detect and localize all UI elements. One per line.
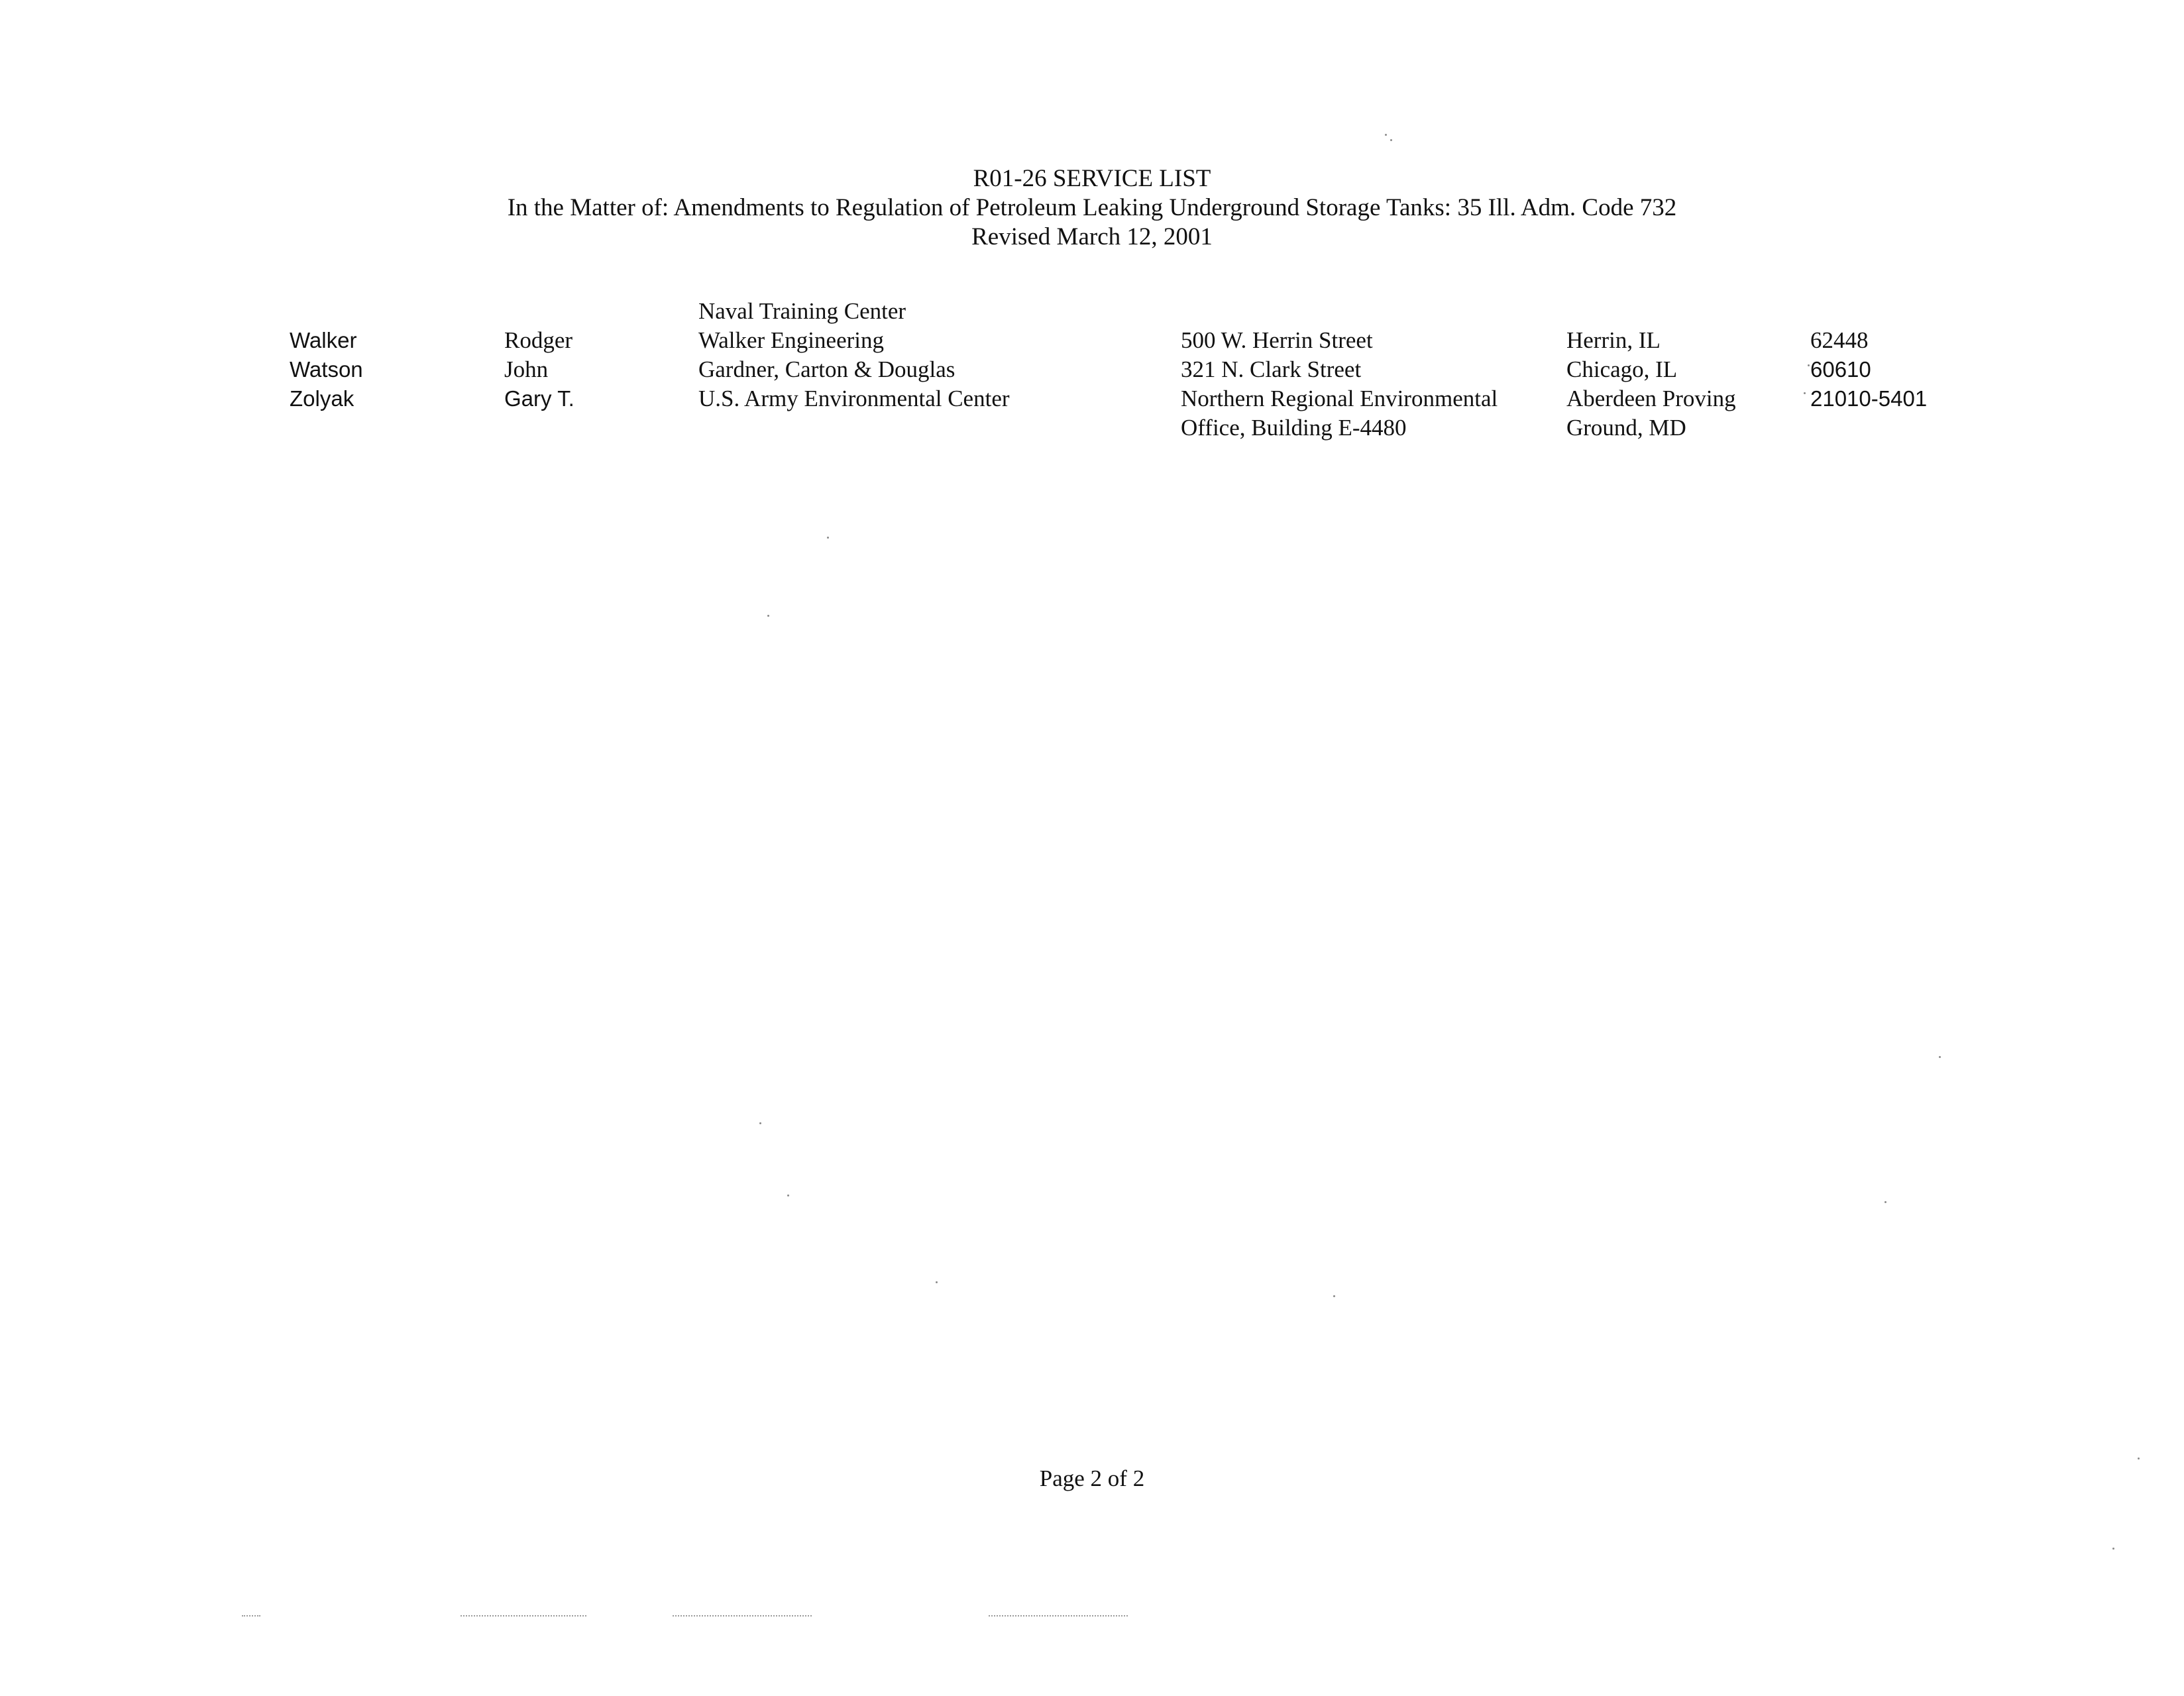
continuation-org: Naval Training Center — [698, 298, 906, 324]
last-name: Zolyak — [290, 386, 355, 411]
scan-artifact — [242, 1615, 260, 1626]
first-name: John — [504, 356, 549, 382]
page-number: Page 2 of 2 — [1039, 1465, 1145, 1491]
street-address-line-1: Northern Regional Environmental — [1181, 386, 1498, 411]
organization: Walker Engineering — [698, 327, 884, 353]
city-state: Chicago, IL — [1566, 356, 1678, 382]
last-name: Walker — [290, 328, 357, 352]
scan-artifact — [989, 1615, 1128, 1626]
scan-speck — [1804, 392, 1806, 394]
scan-speck — [2138, 1458, 2140, 1459]
street-address-line-2: Office, Building E-4480 — [1181, 415, 1407, 441]
revision-date: Revised March 12, 2001 — [971, 223, 1213, 250]
scan-speck — [787, 1194, 789, 1196]
city-state: Herrin, IL — [1566, 327, 1661, 353]
first-name: Gary T. — [504, 386, 574, 411]
scan-speck — [1884, 1201, 1886, 1203]
organization: Gardner, Carton & Douglas — [698, 356, 956, 382]
organization: U.S. Army Environmental Center — [698, 386, 1010, 411]
scan-speck — [827, 537, 829, 539]
zip-code: 60610 — [1810, 357, 1871, 382]
scan-artifact — [673, 1615, 812, 1626]
scan-speck — [767, 615, 769, 617]
scan-speck — [1808, 364, 1810, 366]
city-state-line-1: Aberdeen Proving — [1566, 386, 1736, 411]
first-name: Rodger — [504, 327, 573, 353]
scan-speck — [2112, 1548, 2114, 1550]
zip-code: 62448 — [1810, 327, 1869, 353]
street-address: 321 N. Clark Street — [1181, 356, 1362, 382]
scan-speck — [1390, 139, 1392, 141]
scan-speck — [1939, 1056, 1941, 1058]
last-name: Watson — [290, 357, 363, 382]
street-address: 500 W. Herrin Street — [1181, 327, 1373, 353]
matter-subtitle: In the Matter of: Amendments to Regulation of Petroleum Leaking Underground Storage Tanks: 35 Ill. Adm. Code 732 — [507, 194, 1677, 221]
scan-artifact — [461, 1615, 586, 1626]
scan-speck — [1333, 1295, 1335, 1297]
city-state-line-2: Ground, MD — [1566, 415, 1686, 441]
scan-speck — [1385, 134, 1387, 136]
zip-code: 21010-5401 — [1810, 386, 1928, 411]
page-title: R01-26 SERVICE LIST — [973, 165, 1211, 192]
document-header — [0, 164, 2184, 252]
scan-speck — [936, 1281, 938, 1283]
scan-speck — [759, 1122, 761, 1124]
